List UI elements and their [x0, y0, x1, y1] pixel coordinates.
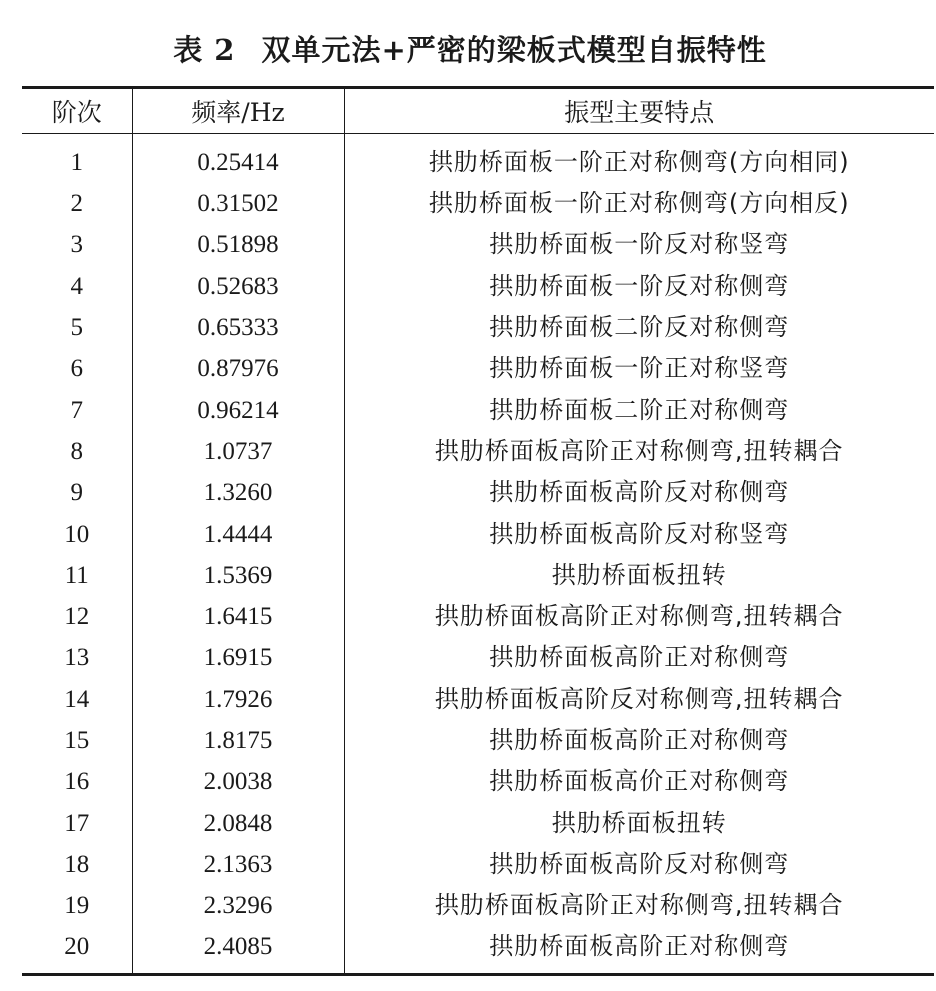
cell-order: 18: [22, 844, 132, 885]
cell-frequency: 1.7926: [132, 679, 344, 720]
table-row: [22, 926, 934, 975]
cell-order: 12: [22, 596, 132, 637]
table-row: [22, 431, 934, 472]
cell-mode-shape: 拱肋桥面板二阶反对称侧弯: [489, 313, 790, 342]
cell-order: 16: [22, 761, 132, 802]
mode-table: [22, 86, 934, 976]
cell-mode-shape: 拱肋桥面板高价正对称侧弯: [489, 767, 790, 796]
cell-frequency: 2.1363: [132, 844, 344, 885]
cell-order: 3: [22, 224, 132, 265]
table-row: [22, 802, 934, 843]
cell-order: 10: [22, 513, 132, 554]
table-row: [22, 720, 934, 761]
cell-frequency: 0.25414: [132, 134, 344, 184]
cell-frequency: 1.8175: [132, 720, 344, 761]
cell-frequency: 1.5369: [132, 555, 344, 596]
header-frequency: 频率/Hz: [132, 88, 344, 134]
cell-mode-shape: 拱肋桥面板高阶反对称侧弯,扭转耦合: [434, 684, 844, 713]
table-row: [22, 348, 934, 389]
cell-order: 13: [22, 637, 132, 678]
cell-mode-shape: 拱肋桥面板高阶正对称侧弯,扭转耦合: [434, 602, 844, 631]
cell-frequency: 0.87976: [132, 348, 344, 389]
cell-order: 7: [22, 389, 132, 430]
table-row: [22, 307, 934, 348]
table-row: [22, 555, 934, 596]
cell-mode-shape: 拱肋桥面板高阶正对称侧弯,扭转耦合: [434, 891, 844, 920]
table-number: 表 2: [173, 33, 236, 67]
cell-frequency: 0.65333: [132, 307, 344, 348]
table-row: [22, 513, 934, 554]
cell-order: 8: [22, 431, 132, 472]
cell-mode-shape: 拱肋桥面板高阶反对称侧弯: [489, 478, 790, 507]
cell-frequency: 0.52683: [132, 266, 344, 307]
cell-order: 2: [22, 183, 132, 224]
header-row: [22, 88, 934, 134]
table-row: [22, 266, 934, 307]
table-body: [22, 134, 934, 975]
cell-mode-shape: 拱肋桥面板高阶正对称侧弯: [344, 926, 934, 975]
cell-mode-shape: 拱肋桥面板高阶反对称竖弯: [489, 519, 790, 548]
table-row: [22, 224, 934, 265]
cell-order: 4: [22, 266, 132, 307]
cell-order: 14: [22, 679, 132, 720]
cell-frequency: 0.31502: [132, 183, 344, 224]
cell-order: 5: [22, 307, 132, 348]
cell-order: 11: [22, 555, 132, 596]
cell-frequency: 2.4085: [132, 926, 344, 975]
cell-mode-shape: 拱肋桥面板高阶正对称侧弯: [489, 643, 790, 672]
cell-mode-shape: 拱肋桥面板一阶反对称竖弯: [489, 230, 790, 259]
cell-frequency: 1.6915: [132, 637, 344, 678]
cell-order: 15: [22, 720, 132, 761]
cell-frequency: 2.0038: [132, 761, 344, 802]
cell-order: 20: [22, 926, 132, 975]
table-row: [22, 679, 934, 720]
header-mode-shape: 振型主要特点: [344, 88, 934, 134]
cell-frequency: 1.3260: [132, 472, 344, 513]
cell-order: 6: [22, 348, 132, 389]
table-row: [22, 134, 934, 184]
cell-order: 17: [22, 802, 132, 843]
cell-mode-shape: 拱肋桥面板一阶正对称侧弯(方向相反): [428, 189, 850, 218]
table-row: [22, 885, 934, 926]
cell-frequency: 2.3296: [132, 885, 344, 926]
cell-order: 9: [22, 472, 132, 513]
cell-frequency: 0.96214: [132, 389, 344, 430]
cell-frequency: 0.51898: [132, 224, 344, 265]
cell-mode-shape: 拱肋桥面板扭转: [551, 808, 727, 837]
cell-mode-shape: 拱肋桥面板二阶正对称侧弯: [489, 395, 790, 424]
cell-order: 1: [22, 134, 132, 184]
cell-mode-shape: 拱肋桥面板高阶正对称侧弯: [489, 726, 790, 754]
cell-frequency: 1.4444: [132, 513, 344, 554]
cell-frequency: 1.0737: [132, 431, 344, 472]
cell-mode-shape: 拱肋桥面板高阶反对称侧弯: [489, 849, 790, 878]
cell-frequency: 2.0848: [132, 802, 344, 843]
table-row: [22, 596, 934, 637]
cell-mode-shape: 拱肋桥面板高阶正对称侧弯,扭转耦合: [434, 436, 844, 465]
table-caption: [0, 28, 936, 72]
cell-mode-shape: 拱肋桥面板扭转: [551, 560, 727, 589]
table-row: [22, 472, 934, 513]
table-row: [22, 183, 934, 224]
cell-mode-shape: 拱肋桥面板一阶正对称竖弯: [489, 354, 790, 383]
table-row: [22, 389, 934, 430]
cell-mode-shape: 拱肋桥面板一阶正对称侧弯(方向相同): [428, 148, 850, 176]
cell-frequency: 1.6415: [132, 596, 344, 637]
header-order: 阶次: [22, 88, 132, 134]
cell-order: 19: [22, 885, 132, 926]
table-row: [22, 844, 934, 885]
table-row: [22, 761, 934, 802]
table-title: 双单元法+严密的梁板式模型自振特性: [261, 33, 767, 67]
table-row: [22, 637, 934, 678]
cell-mode-shape: 拱肋桥面板一阶反对称侧弯: [489, 271, 790, 300]
